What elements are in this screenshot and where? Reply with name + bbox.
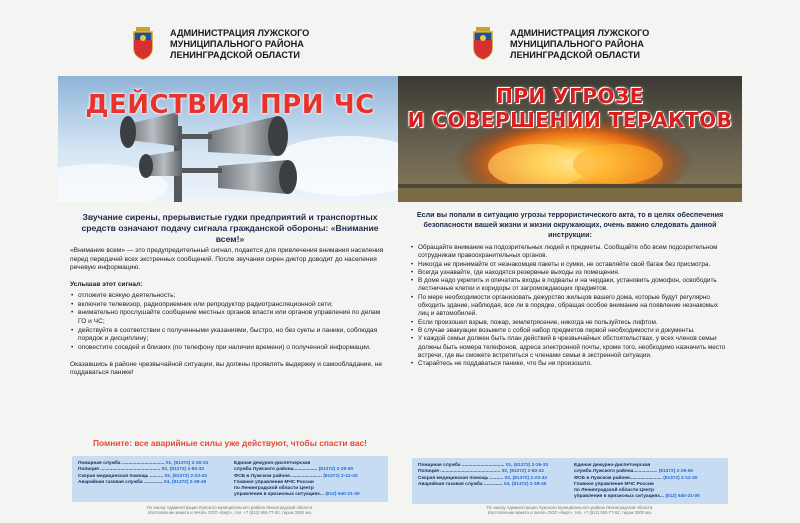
list-item: • Обращайте внимание на подозрительных людей и предметы. Сообщайте обо всем подозрительном сотрудникам правоохранительных органов. [410, 244, 730, 261]
contacts-box [412, 458, 728, 504]
poster-title-line: И СОВЕРШЕНИИ ТЕРАКТОВ [407, 108, 733, 132]
contact-row: Единая дежурно-диспетчерская [234, 461, 311, 466]
poster-title-line: ПРИ УГРОЗЕ [496, 84, 644, 108]
alert-text: Помните: все аварийные силы уже действуют, чтобы спасти вас! [93, 438, 367, 448]
main-text [410, 244, 730, 368]
contact-row: Пожарная служба ................................ 01, (81372) 2-26-33 [418, 463, 549, 468]
intro-text: Если вы попали в ситуацию угрозы террористического акта, то в целях обеспечения безопасности вашей жизни и жизни окружающих, очень важно следовать данной инструкции: [416, 210, 724, 239]
contact-row: Главное управление МЧС России [574, 481, 654, 487]
contact-row: по Ленинградской области Центр [574, 488, 654, 494]
heard-signal-label: Услышав этот сигнал: [70, 281, 143, 289]
admin-header [398, 26, 742, 74]
list-item: • В случае эвакуации возьмите с собой набор предметов первой необходимости и документы. [410, 327, 730, 335]
footer-credits: По заказу Администрации Лужского муниципального района Ленинградской области. Изготовление макета и печать ООО «Берг», тел. +7 (812) 953-77-52, тираж 2000 экз. [486, 505, 654, 516]
contact-row: Аварийная газовая служба .............. 04, (81372) 2-38-45 [78, 479, 207, 485]
poster-terror-threat [398, 0, 742, 523]
poster-emergency-actions [58, 0, 402, 523]
coat-of-arms-icon [470, 26, 496, 60]
admin-header-line: АДМИНИСТРАЦИЯ ЛУЖСКОГО [170, 28, 310, 38]
list-item: • Старайтесь не поддаваться панике, что бы ни произошло. [410, 360, 730, 368]
contact-row: Полиция ............................................. 02, (81372) 2-83-42 [78, 467, 205, 473]
contact-row: Скорая медицинская помощь .......... 03, (81372) 2-23-43 [418, 475, 547, 481]
contacts-left [78, 461, 208, 486]
contact-row: Полиция ............................................. 02, (81372) 2-83-42 [418, 469, 545, 475]
admin-header-line: АДМИНИСТРАЦИЯ ЛУЖСКОГО [510, 28, 650, 38]
contacts-box [72, 456, 388, 502]
admin-header-line: МУНИЦИПАЛЬНОГО РАЙОНА [510, 39, 644, 49]
list-item: • В доме надо укрепить и опечатать входы в подвалы и на чердаки, установить домофон, освободить лестничные клетки и коридоры от загромождающих предметов. [410, 277, 730, 294]
main-text [70, 247, 390, 378]
list-item: • оповестите соседей и близких (по телефону при наличии времени) о полученной информации. [70, 344, 390, 353]
contacts-right [234, 461, 360, 499]
closing-text: Оказавшись в районе чрезвычайной ситуации, вы должны проявлять выдержку и самообладание, не поддаваться панике! [70, 360, 383, 377]
hero-banner [58, 76, 402, 202]
list-item: • Никогда не принимайте от незнакомцев пакеты и сумки, не оставляйте свой багаж без присмотра. [410, 261, 730, 269]
contacts-left [418, 463, 548, 488]
list-item: • отложите всякую деятельность; [70, 292, 390, 301]
list-item: • Всегда узнавайте, где находятся резервные выходы из помещения. [410, 269, 730, 277]
footer-credits: По заказу Администрации Лужского муниципального района Ленинградской области. Изготовление макета и печать ООО «Берг», тел. +7 (812) 953-77-52, тираж 2000 экз. [146, 505, 314, 516]
actions-list [70, 292, 390, 353]
coat-of-arms-icon [130, 26, 156, 60]
contact-row: служба Лужского района.................. (81372) 2-29-50 [234, 467, 354, 473]
contact-row: управления в кризисных ситуациях... (812) 640-21-00 [234, 492, 360, 498]
admin-header-line: ЛЕНИНГРАДСКОЙ ОБЛАСТИ [510, 50, 641, 60]
admin-header [58, 26, 402, 74]
instructions-list [410, 244, 730, 368]
contacts-right [574, 463, 700, 501]
list-item: • внимательно прослушайте сообщение местных органов власти или органов управления по делам ГО и ЧС; [70, 309, 390, 326]
list-item: • У каждой семьи должен быть план действий в чрезвычайных обстоятельствах, у всех членов семьи должны быть номера телефонов, адреса электронной почты, кроме того, необходимо назначить место встречи, где вы сможете встретиться с членами семьи в экстренной ситуации. [410, 335, 730, 360]
contact-row: служба Лужского района.................. (81372) 2-29-50 [574, 469, 694, 475]
contact-row: управления в кризисных ситуациях... (812) 640-21-00 [574, 494, 700, 500]
contact-row: ФСБ в Лужском районе........................ (81372) 2-12-20 [234, 473, 358, 479]
admin-header-line: МУНИЦИПАЛЬНОГО РАЙОНА [170, 39, 304, 49]
contact-row: Аварийная газовая служба .............. 04, (81372) 2-38-45 [418, 481, 547, 487]
poster-title [398, 84, 742, 132]
contact-row: по Ленинградской области Центр [234, 486, 314, 492]
contact-row: Единая дежурно-диспетчерская [574, 463, 651, 468]
contact-row: ФСБ в Лужском районе........................ (81372) 2-12-20 [574, 475, 698, 481]
contact-row: Главное управление МЧС России [234, 479, 314, 485]
contact-row: Пожарная служба ................................ 01, (81372) 2-26-33 [78, 461, 209, 466]
list-item: • Если произошел взрыв, пожар, землетрясение, никогда не пользуйтесь лифтом. [410, 319, 730, 327]
list-item: • включите телевизор, радиоприемник или репродуктор радиотрансляционной сети; [70, 301, 390, 310]
admin-header-line: ЛЕНИНГРАДСКОЙ ОБЛАСТИ [170, 50, 301, 60]
contact-row: Скорая медицинская помощь .......... 03, (81372) 2-23-43 [78, 473, 207, 479]
signal-description: «Внимание всем» — это предупредительный сигнал, подается для привлечения внимания населения перед передачей всех экстренных сообщений. После звучания сирен диктор доводит до населения речевую информацию. [70, 247, 384, 272]
list-item: • По мере необходимости организовать дежурство жильцов вашего дома, которые будут регулярно обходить здание, наблюдая, все ли в порядке, обращая особое внимание на появление незнакомых лиц и автомобилей. [410, 294, 730, 319]
list-item: • действуйте в соответствии с полученными указаниями, быстро, но без суеты и паники, соблюдая порядок и дисциплину; [70, 327, 390, 344]
poster-title: ДЕЙСТВИЯ ПРИ ЧС [85, 90, 375, 120]
hero-banner [398, 76, 742, 202]
intro-text: Звучание сирены, прерывистые гудки предприятий и транспортных средств означают подачу сигнала гражданской обороны: «Внимание всем!» [81, 212, 379, 244]
